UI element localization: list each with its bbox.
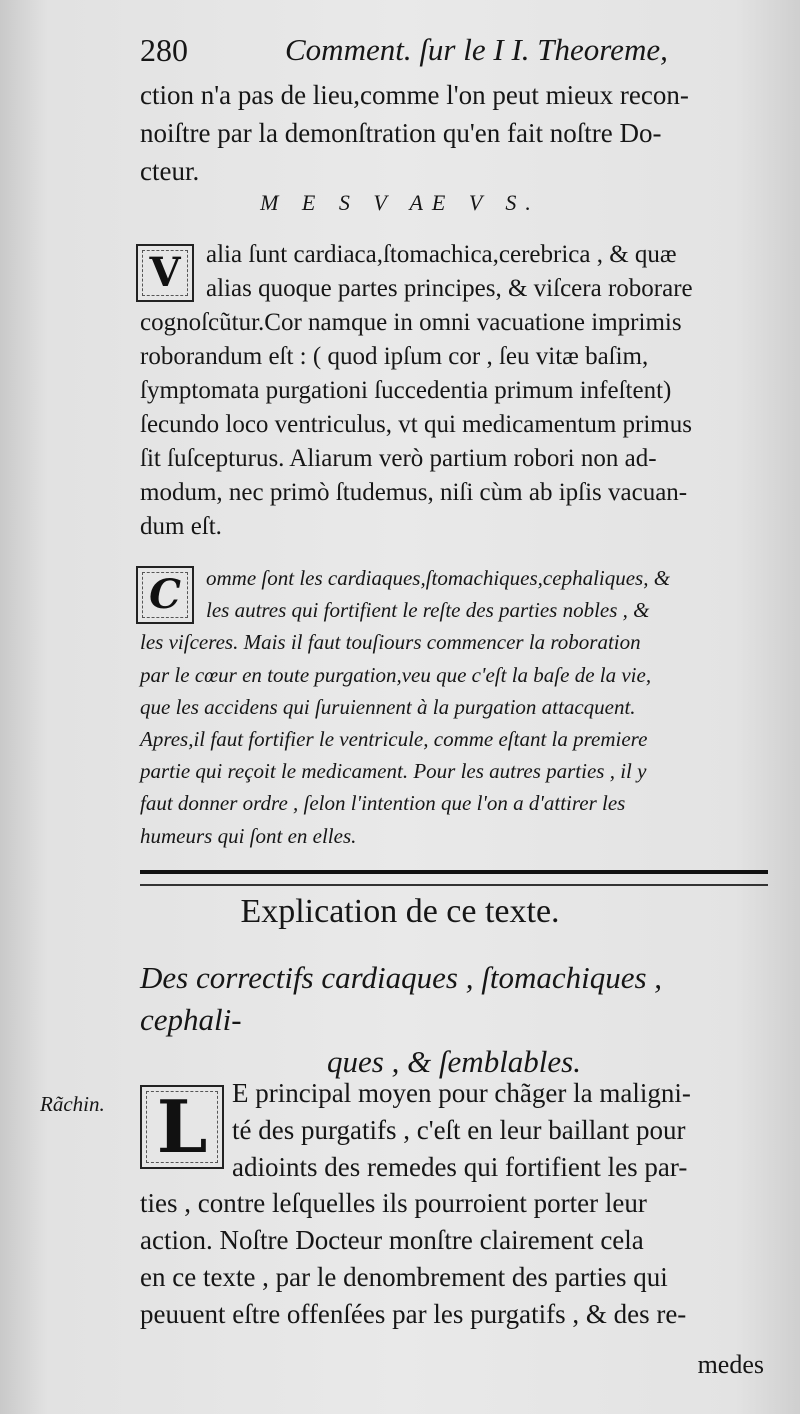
text-line: noiſtre par la demonſtration qu'en fait noſtre Do- bbox=[140, 118, 662, 148]
paragraph-latin bbox=[140, 238, 768, 544]
text-line: humeurs qui ſont en elles. bbox=[140, 823, 357, 848]
text-line: dum eſt. bbox=[140, 513, 222, 540]
subheading-line: ques , & ſemblables. bbox=[327, 1044, 581, 1079]
text-line: roborandum eſt : ( quod ipſum cor , ſeu vitæ baſim, bbox=[140, 343, 649, 370]
text-line: adioints des remedes qui fortifient les par- bbox=[232, 1151, 688, 1182]
text-line: action. Noſtre Docteur monſtre clairement cela bbox=[140, 1225, 644, 1256]
text-line: té des purgatifs , c'eſt en leur baillant pour bbox=[232, 1114, 686, 1145]
page-number: 280 bbox=[140, 32, 188, 68]
text-line: ction n'a pas de lieu,comme l'on peut mieux recon- bbox=[140, 80, 689, 110]
text-line: Apres,il faut fortifier le ventricule, comme eſtant la premiere bbox=[140, 727, 648, 752]
text-line: ſit ſuſcepturus. Aliarum verò partium robori non ad- bbox=[140, 445, 657, 472]
ornamental-initial-c: C bbox=[136, 566, 194, 624]
ornamental-initial-l: L bbox=[140, 1085, 224, 1169]
section-heading-mesuaeus: M E S V AE V S. bbox=[260, 190, 540, 215]
text-line: partie qui reçoit le medicament. Pour les autres parties , il y bbox=[140, 759, 647, 784]
text-line: ties , contre leſquelles ils pourroient porter leur bbox=[140, 1188, 647, 1219]
text-line: les autres qui fortifient le reſte des parties nobles , & bbox=[206, 598, 650, 623]
margin-note: Rãchin. bbox=[40, 1092, 105, 1116]
paragraph-french-continuation bbox=[140, 76, 768, 190]
ornamental-initial-v: V bbox=[136, 244, 194, 302]
text-line: ſecundo loco ventriculus, vt qui medicamentum primus bbox=[140, 411, 692, 438]
catchword: medes bbox=[697, 1350, 764, 1379]
text-line: alias quoque partes principes, & viſcera roborare bbox=[206, 275, 693, 302]
running-header bbox=[140, 28, 770, 76]
text-line: E principal moyen pour chãger la maligni- bbox=[232, 1078, 691, 1108]
text-line: faut donner ordre , ſelon l'intention que l'on a d'attirer les bbox=[140, 791, 626, 816]
text-line: omme ſont les cardiaques,ſtomachiques,cephaliques, & bbox=[206, 566, 671, 590]
text-line: alia ſunt cardiaca,ſtomachica,cerebrica , & quæ bbox=[206, 241, 677, 268]
text-line: en ce texte , par le denombrement des parties qui bbox=[140, 1261, 668, 1292]
text-line: les viſceres. Mais il faut touſiours commencer la roboration bbox=[140, 630, 641, 655]
paragraph-french-body bbox=[140, 1075, 768, 1333]
text-line: cteur. bbox=[140, 156, 200, 186]
subheading-correctifs bbox=[140, 957, 768, 1083]
text-line: modum, nec primò ſtudemus, niſi cùm ab ipſis vacuan- bbox=[140, 479, 688, 506]
text-line: que les accidens qui ſuruiennent à la purgation attacquent. bbox=[140, 694, 636, 719]
text-line: ſymptomata purgationi ſuccedentia primum infeſtent) bbox=[140, 377, 672, 404]
text-line: peuuent eſtre offenſées par les purgatifs , & des re- bbox=[140, 1298, 687, 1329]
text-line: par le cœur en toute purgation,veu que c'eſt la baſe de la vie, bbox=[140, 662, 652, 687]
section-divider bbox=[140, 870, 768, 886]
section-heading-explication: Explication de ce texte. bbox=[240, 893, 560, 930]
paragraph-french-italic bbox=[140, 562, 768, 852]
running-title: Comment. ſur le I I. Theoreme, bbox=[285, 32, 668, 67]
subheading-line: Des correctifs cardiaques , ſtomachiques , cephali- bbox=[140, 960, 663, 1037]
text-line: cognoſcũtur.Cor namque in omni vacuatione imprimis bbox=[140, 309, 682, 336]
